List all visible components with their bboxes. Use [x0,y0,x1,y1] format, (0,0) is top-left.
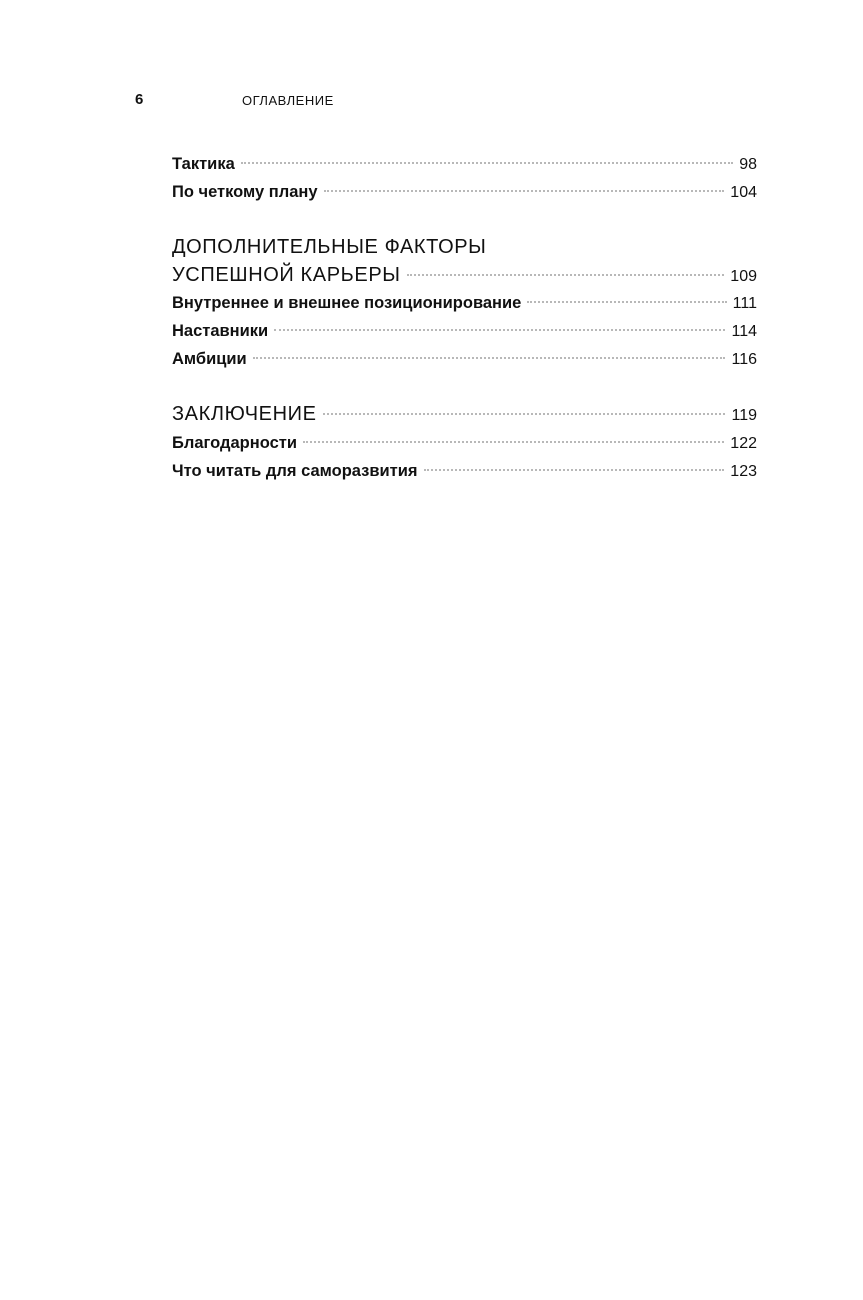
toc-entry-page: 123 [730,463,757,480]
running-head: ОГЛАВЛЕНИЕ [242,93,334,108]
toc-entry-positioning[interactable] [172,289,757,317]
chapter-title: ЗАКЛЮЧЕНИЕ [172,403,317,425]
dot-leader [253,357,726,359]
toc-entry-page: 122 [730,435,757,452]
dot-leader [424,469,725,471]
toc-entry-page: 116 [731,351,757,368]
toc-chapter-career-factors[interactable] [172,261,757,289]
chapter-title-line-1: ДОПОЛНИТЕЛЬНЫЕ ФАКТОРЫ [172,236,487,258]
toc-entry-page: 98 [739,156,757,173]
toc-entry-page: 119 [731,407,757,424]
toc-entry-ambitions[interactable] [172,345,757,373]
page-number: 6 [135,91,144,108]
dot-leader [323,413,726,415]
toc-entry-mentors[interactable] [172,317,757,345]
dot-leader [407,274,725,276]
dot-leader [527,301,726,303]
toc-entry-title: Что читать для саморазвития [172,462,418,480]
toc-entry-page: 111 [732,295,757,312]
dot-leader [274,329,725,331]
dot-leader [303,441,724,443]
toc-entry-title: По четкому плану [172,183,318,201]
toc-entry-title: Наставники [172,322,269,340]
dot-leader [324,190,725,192]
toc-entry-page: 104 [730,184,757,201]
toc-entry-tactics[interactable] [172,150,757,178]
toc-entry-title: Тактика [172,155,235,173]
chapter-title-line-2: УСПЕШНОЙ КАРЬЕРЫ [172,264,401,286]
toc-entry-title: Амбиции [172,350,247,368]
toc-entry-page: 114 [731,323,757,340]
toc-entry-reading-list[interactable] [172,457,757,485]
toc-entry-clear-plan[interactable] [172,178,757,206]
toc-entry-title: Внутреннее и внешнее позиционирование [172,294,522,312]
toc-entry-page: 109 [730,268,757,285]
toc-entry-acknowledgements[interactable] [172,429,757,457]
toc-entry-title: Благодарности [172,434,297,452]
dot-leader [241,162,733,164]
toc-chapter-conclusion[interactable] [172,400,757,428]
